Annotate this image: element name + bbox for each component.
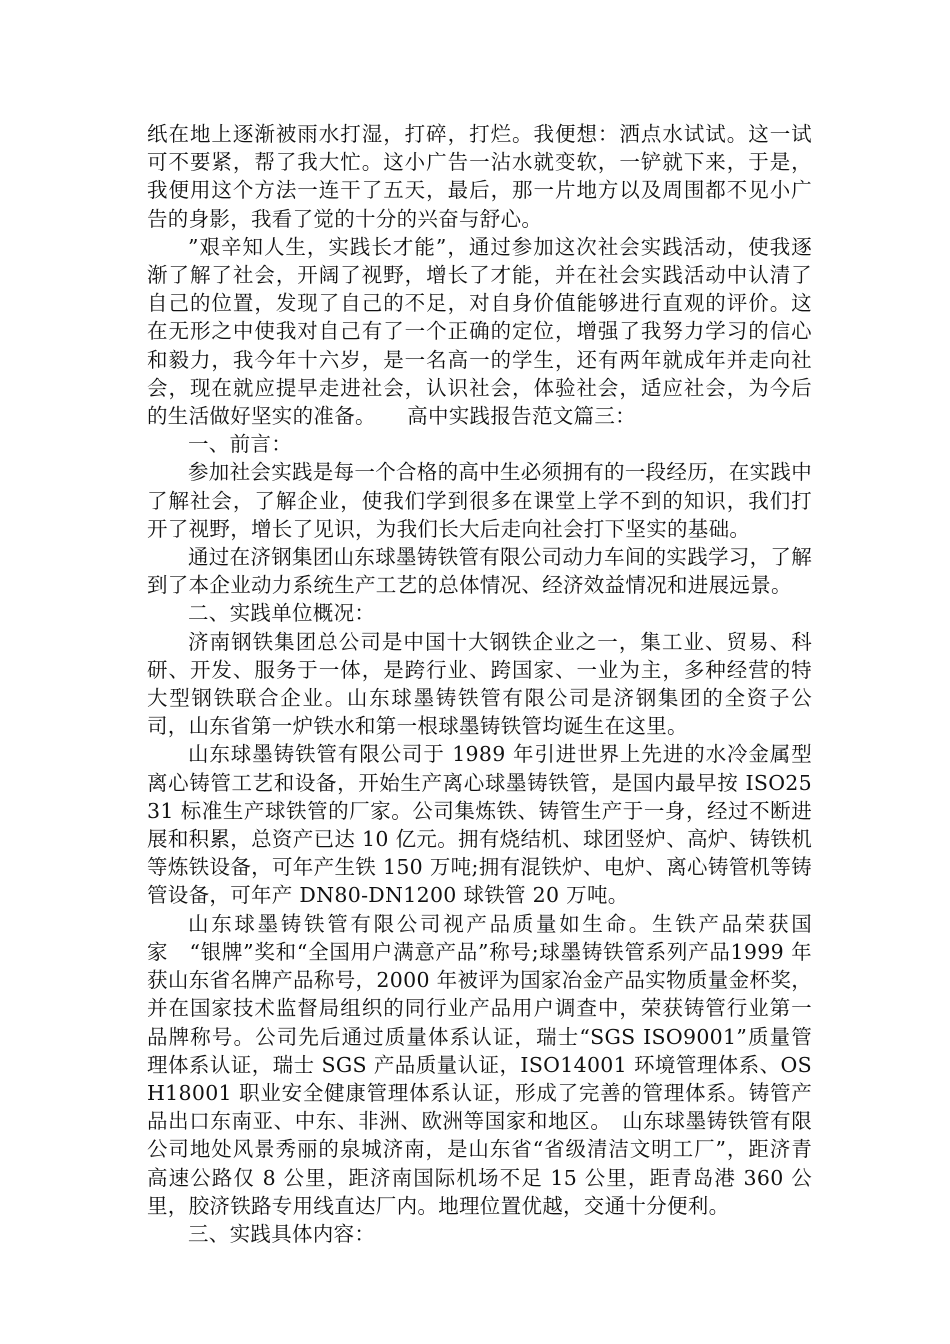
paragraph-purpose: 通过在济钢集团山东球墨铸铁管有限公司动力车间的实践学习，了解到了本企业动力系统生产工艺的总体情况、经济效益情况和进展远景。: [147, 545, 812, 598]
paragraph-company-history: 山东球墨铸铁管有限公司于 1989 年引进世界上先进的水冷金属型离心铸管工艺和设备，开始生产离心球墨铸铁管，是国内最早按 ISO2531 标准生产球铁管的厂家。公司集炼铁、铸管生产于一身，经过不断进展和积累，总资产已达 10 亿元。拥有烧结机、球团竖炉、高炉、铸铁机等炼铁设备，可年产生铁 150 万吨;拥有混铁炉、电炉、离心铸管机等铸管设备，可年产 DN80-DN1200 球铁管 20 万吨。: [147, 742, 812, 908]
section-heading-content: 三、实践具体内容：: [188, 1221, 376, 1246]
section-heading-preface: 一、前言：: [188, 432, 292, 457]
section-heading-overview: 二、实践单位概况：: [188, 601, 376, 626]
paragraph-quality: 山东球墨铸铁管有限公司视产品质量如生命。生铁产品荣获国家 “银牌”奖和“全国用户满意产品”称号;球墨铸铁管系列产品1999 年获山东省名牌产品称号，2000 年被评为国家冶金产品实物质量金杯奖，并在国家技术监督局组织的同行业产品用户调查中，荣获铸管行业第一品牌称号。公司先后通过质量体系认证，瑞士“SGS ISO9001”质量管理体系认证，瑞士 SGS 产品质量认证，ISO14001 环境管理体系、OSH18001 职业安全健康管理体系认证，形成了完善的管理体系。铸管产品出口东南亚、中东、非洲、欧洲等国家和地区。 山东球墨铸铁管有限公司地处风景秀丽的泉城济南，是山东省“省级清洁文明工厂”，距济青高速公路仅 8 公里，距济南国际机场不足 15 公里，距青岛港 360 公里，胶济铁路专用线直达厂内。地理位置优越，交通十分便利。: [147, 911, 812, 1218]
paragraph-group-overview: 济南钢铁集团总公司是中国十大钢铁企业之一，集工业、贸易、科研、开发、服务于一体，是跨行业、跨国家、一业为主，多种经营的特大型钢铁联合企业。山东球墨铸铁管有限公司是济钢集团的全资子公司，山东省第一炉铁水和第一根球墨铸铁管均诞生在这里。: [147, 629, 812, 739]
paragraph-reflection: ”艰辛知人生，实践长才能”，通过参加这次社会实践活动，使我逐渐了解了社会，开阔了视野，增长了才能，并在社会实践活动中认清了自己的位置，发现了自己的不足，对自身价值能够进行直观的评价。这在无形之中使我对自己有了一个正确的定位，增强了我努力学习的信心和毅力，我今年十六岁，是一名高一的学生，还有两年就成年并走向社会，现在就应提早走进社会，认识社会，体验社会，适应社会，为今后的生活做好坚实的准备。 高中实践报告范文篇三：: [147, 234, 812, 429]
document-page: [147, 120, 812, 1248]
paragraph-continuation: 纸在地上逐渐被雨水打湿，打碎，打烂。我便想：洒点水试试。这一试可不要紧，帮了我大忙。这小广告一沾水就变软，一铲就下来，于是，我便用这个方法一连干了五天，最后，那一片地方以及周围都不见小广告的身影，我看了觉的十分的兴奋与舒心。: [147, 122, 812, 231]
paragraph-preface: 参加社会实践是每一个合格的高中生必须拥有的一段经历，在实践中了解社会，了解企业，使我们学到很多在课堂上学不到的知识，我们打开了视野，增长了见识，为我们长大后走向社会打下坚实的基础。: [147, 460, 812, 541]
